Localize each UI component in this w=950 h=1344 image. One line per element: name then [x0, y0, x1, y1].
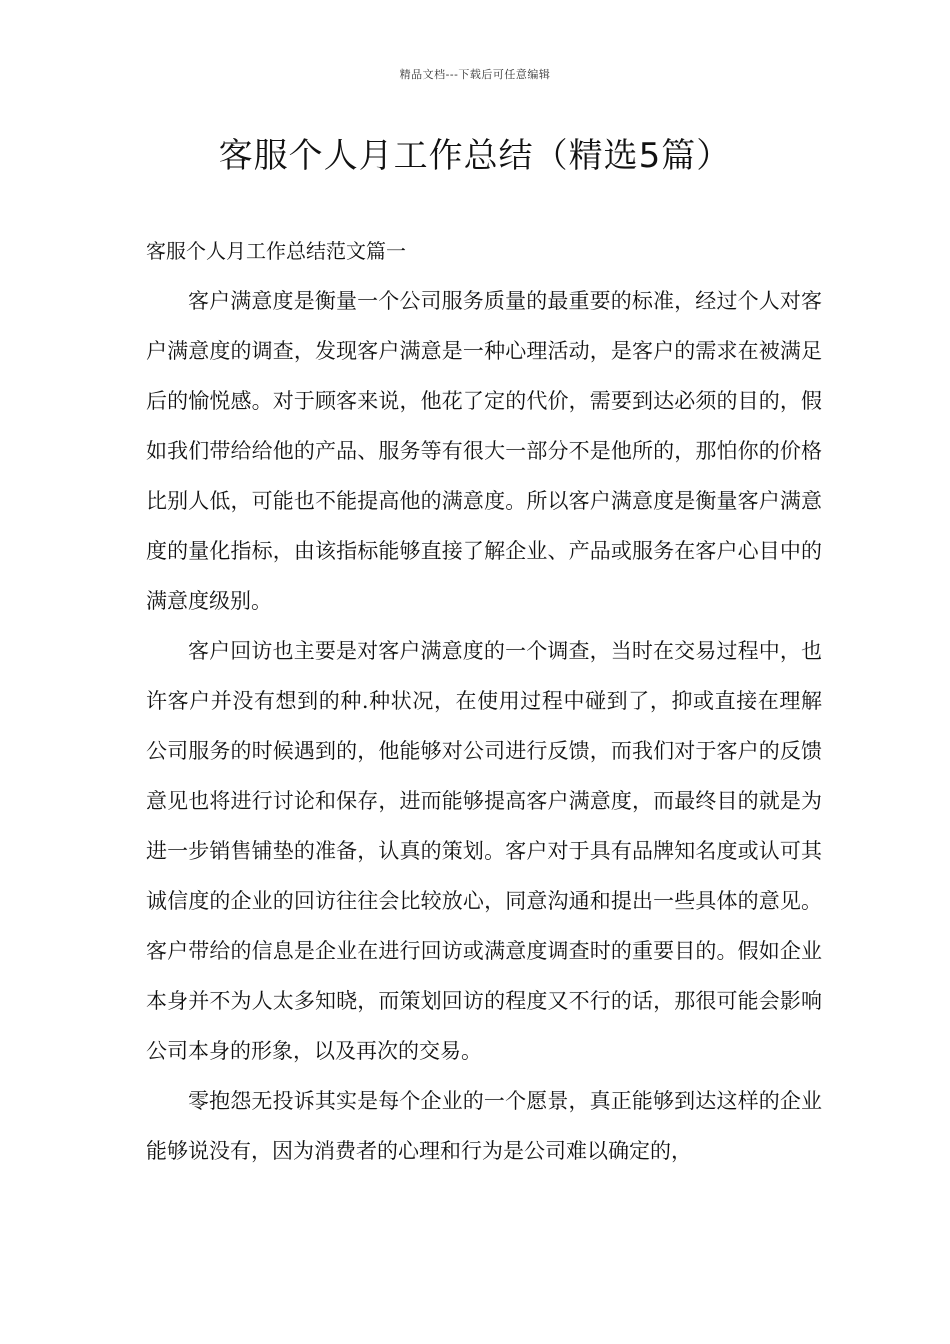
paragraph: 客户回访也主要是对客户满意度的一个调查，当时在交易过程中，也许客户并没有想到的种.种状况，在使用过程中碰到了，抑或直接在理解公司服务的时候遇到的，他能够对公司进行反馈，而我们对于客户的反馈意见也将进行讨论和保存，进而能够提高客户满意度，而最终目的就是为进一步销售铺垫的准备，认真的策划。客户对于具有品牌知名度或认可其诚信度的企业的回访往往会比较放心，同意沟通和提出一些具体的意见。客户带给的信息是企业在进行回访或满意度调查时的重要目的。假如企业本身并不为人太多知晓，而策划回访的程度又不行的话，那很可能会影响公司本身的形象，以及再次的交易。 [146, 639, 822, 1063]
section-heading: 客服个人月工作总结范文篇一 [146, 239, 406, 263]
document-body [146, 226, 822, 1176]
paragraph: 零抱怨无投诉其实是每个企业的一个愿景，真正能够到达这样的企业能够说没有，因为消费者的心理和行为是公司难以确定的， [146, 1089, 822, 1163]
paragraph: 客户满意度是衡量一个公司服务质量的最重要的标准，经过个人对客户满意度的调查，发现客户满意是一种心理活动，是客户的需求在被满足后的愉悦感。对于顾客来说，他花了定的代价，需要到达必须的目的，假如我们带给给他的产品、服务等有很大一部分不是他所的，那怕你的价格比别人低，可能也不能提高他的满意度。所以客户满意度是衡量客户满意度的量化指标，由该指标能够直接了解企业、产品或服务在客户心目中的满意度级别。 [146, 289, 822, 613]
document-title: 客服个人月工作总结（精选5篇） [218, 136, 732, 176]
header-note: 精品文档---下载后可任意编辑 [399, 68, 551, 81]
